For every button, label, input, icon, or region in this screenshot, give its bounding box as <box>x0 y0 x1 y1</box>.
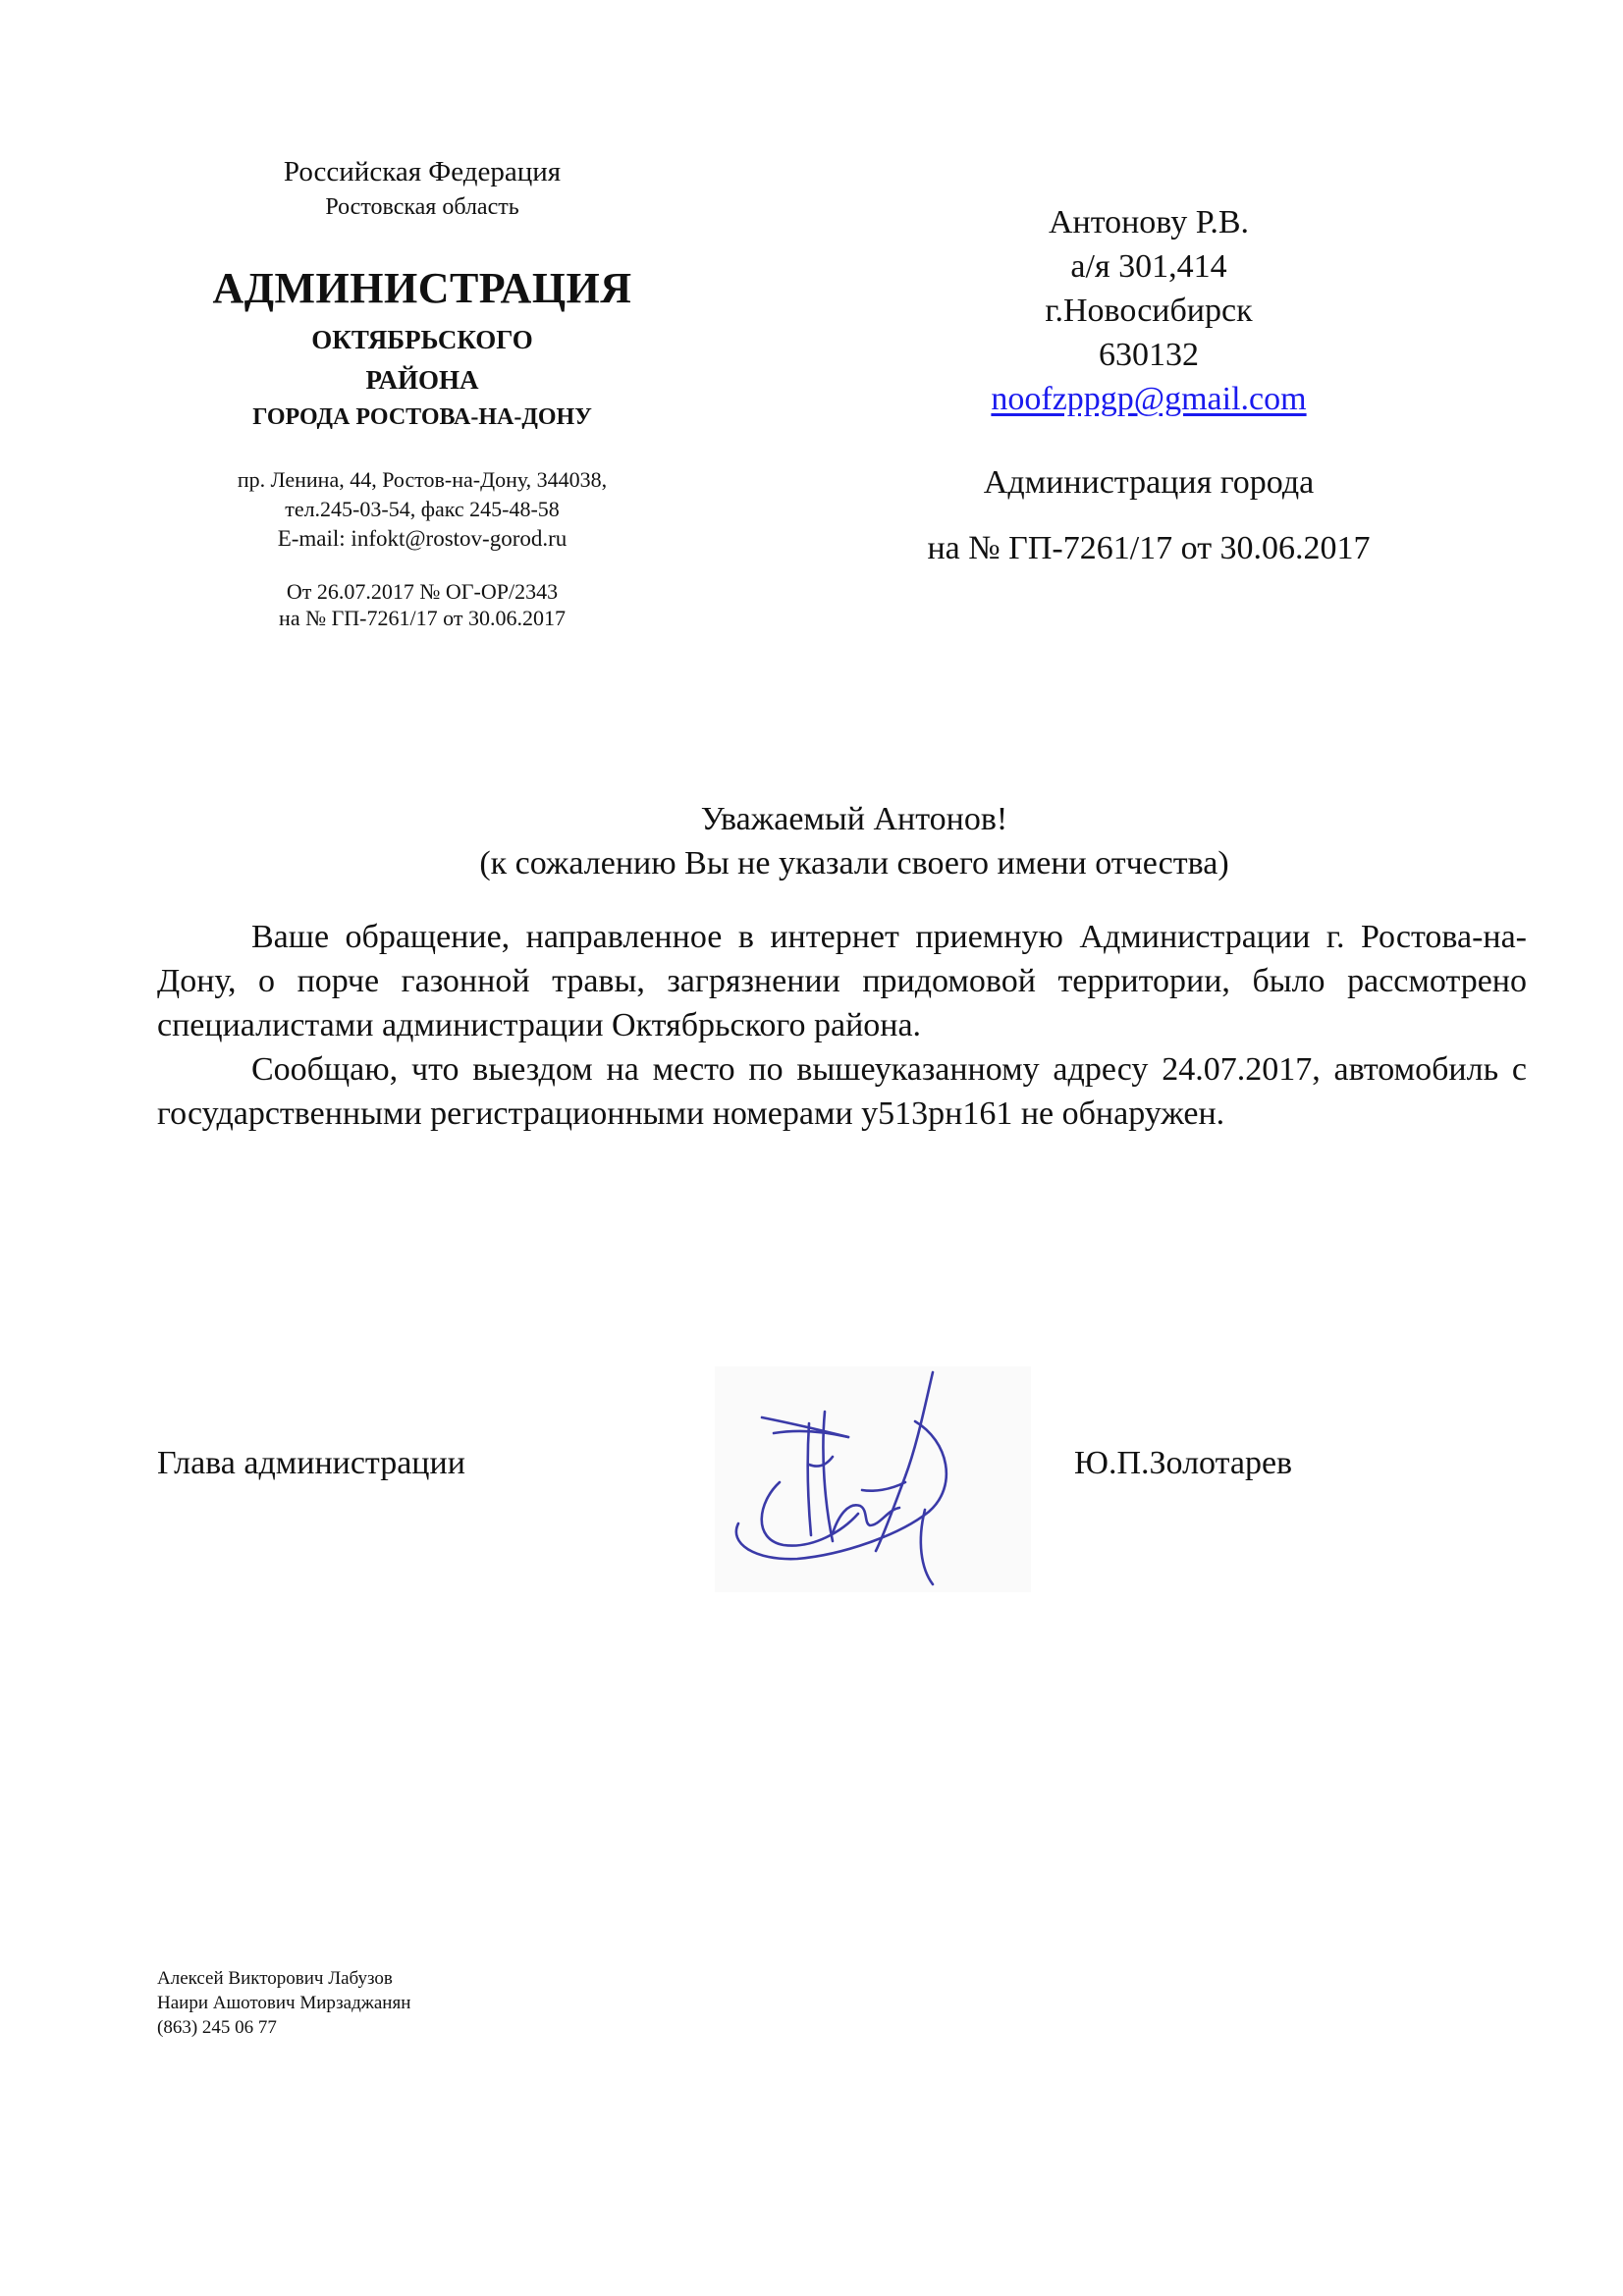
letterhead-region: Ростовская область <box>325 193 519 220</box>
letterhead-city-line: ГОРОДА РОСТОВА-НА-ДОНУ <box>252 404 592 431</box>
addressee-zip: 630132 <box>1099 337 1199 373</box>
addressee-admin: Администрация города <box>983 464 1315 501</box>
addressee-email-link[interactable]: noofzppgp@gmail.com <box>991 381 1307 417</box>
letterhead-country: Российская Федерация <box>283 156 562 187</box>
letterhead-org-name: АДМИНИСТРАЦИЯ <box>212 263 632 312</box>
executor-1: Алексей Викторович Лабузов <box>157 1968 393 1989</box>
executor-2: Наири Ашотович Мирзаджанян <box>157 1993 411 2013</box>
letterhead-district-line2: РАЙОНА <box>365 364 479 395</box>
addressee-city: г.Новосибирск <box>1045 293 1253 329</box>
letterhead-email: E-mail: infokt@rostov-gorod.ru <box>277 526 568 552</box>
executor-phone: (863) 245 06 77 <box>157 2017 277 2038</box>
addressee-name: Антонову Р.В. <box>1048 204 1250 240</box>
addressee-po-box: а/я 301,414 <box>1070 248 1227 285</box>
signature-icon <box>715 1366 1031 1592</box>
letterhead-district-line1: ОКТЯБРЬСКОГО <box>311 325 533 355</box>
body-paragraph-2: Сообщаю, что выездом на место по вышеуказанному адресу 24.07.2017, автомобиль с государственными регистрационными номерами у513рн161 не обнаружен. <box>157 1051 1527 1132</box>
letterhead-outgoing-ref: От 26.07.2017 № ОГ-ОР/2343 <box>286 579 559 605</box>
letter-body <box>157 915 1527 1136</box>
body-paragraph-1: Ваше обращение, направленное в интернет приемную Администрации г. Ростова-на-Дону, о порче газонной травы, загрязнении придомовой территории, было рассмотрено специалистами администрации Октябрьского района. <box>157 919 1527 1043</box>
letterhead <box>167 155 677 631</box>
letterhead-incoming-ref: на № ГП-7261/17 от 30.06.2017 <box>279 605 566 630</box>
greeting <box>157 797 1551 885</box>
greeting-line1: Уважаемый Антонов! <box>700 801 1008 837</box>
addressee-block <box>854 200 1443 570</box>
greeting-line2: (к сожалению Вы не указали своего имени отчества) <box>479 845 1229 881</box>
handwritten-signature <box>715 1366 1031 1592</box>
addressee-ref: на № ГП-7261/17 от 30.06.2017 <box>927 530 1371 566</box>
signature-title: Глава администрации <box>157 1445 465 1481</box>
letterhead-phone-fax: тел.245-03-54, факс 245-48-58 <box>285 496 560 521</box>
letterhead-address-line1: пр. Ленина, 44, Ростов-на-Дону, 344038, <box>237 466 608 492</box>
executors-footer <box>157 1966 410 2040</box>
letterhead-address <box>167 465 677 554</box>
signature-name: Ю.П.Золотарев <box>1074 1445 1293 1481</box>
